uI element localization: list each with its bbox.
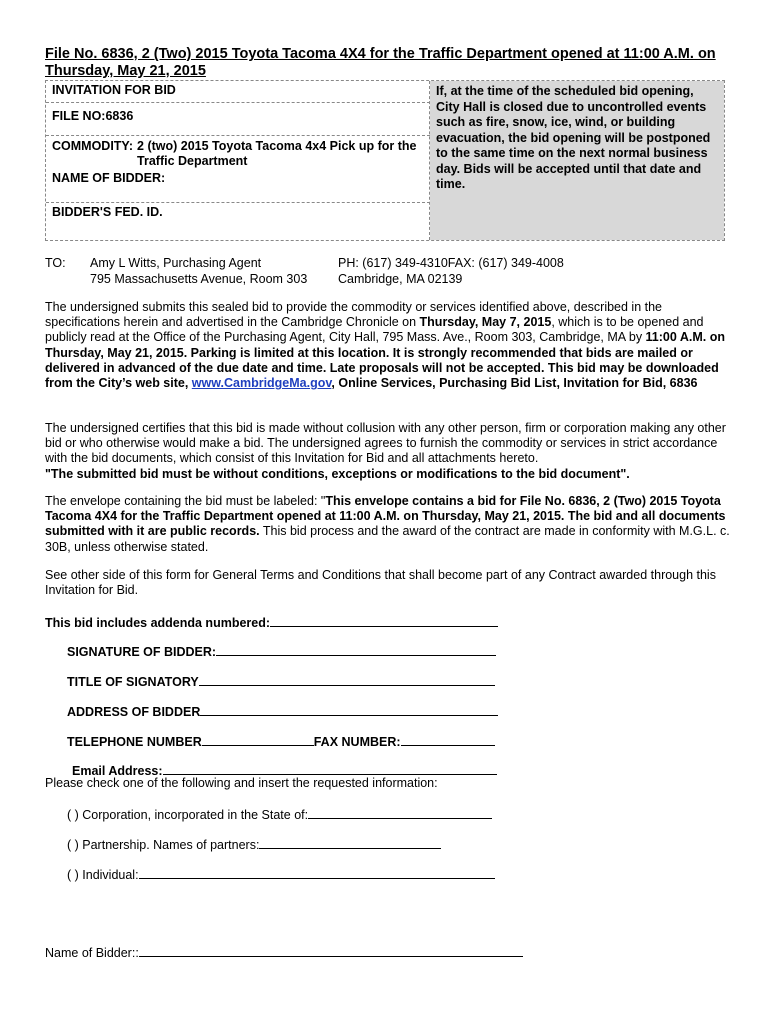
email-line[interactable]	[163, 762, 497, 775]
email-label: Email Address:	[72, 764, 163, 778]
individual-label[interactable]: ( ) Individual:	[67, 868, 139, 882]
fax-label: FAX NUMBER:	[313, 735, 401, 749]
paragraph-envelope	[45, 494, 735, 555]
partnership-field	[67, 836, 441, 853]
bidder-name-label: NAME OF BIDDER:	[46, 171, 430, 203]
addenda-line[interactable]	[270, 614, 498, 627]
corporation-label[interactable]: ( ) Corporation, incorporated in the State of:	[67, 808, 309, 822]
file-no: FILE NO:6836	[46, 105, 430, 136]
page-title: File No. 6836, 2 (Two) 2015 Toyota Tacoma 4X4 for the Traffic Department opened at 11:00 A.M. on Thursday, May 21, 2015	[45, 46, 716, 79]
p1-date: Thursday, May 7, 2015	[419, 315, 552, 330]
name-of-bidder-field	[45, 944, 523, 961]
address-field	[67, 703, 498, 720]
p1-deadline: 11:00 A.M. on Thursday, May 21, 2015. Parking is limited at this location. It is strongly recommended that bids are mailed or delivered in advanced of the due date and time. Late proposals will not be accepted. This bid may be downloaded from the City’s web site,	[45, 330, 725, 391]
closure-notice: If, at the time of the scheduled bid opening, City Hall is closed due to uncontrolled events such as fire, snow, ice, wind, or building evacuation, the bid opening will be postponed to the same time on the next normal business day. Bids will be accepted until that date and time.	[430, 81, 724, 240]
name-of-bidder-label: Name of Bidder::	[45, 946, 139, 960]
partnership-label[interactable]: ( ) Partnership. Names of partners:	[67, 838, 260, 852]
commodity-value: 2 (two) 2015 Toyota Tacoma 4x4 Pick up for the Traffic Department	[137, 139, 417, 168]
paragraph-certification	[45, 421, 735, 482]
name-of-bidder-line[interactable]	[139, 944, 523, 957]
telephone-fax-field	[67, 733, 495, 750]
city-website-link[interactable]: www.CambridgeMa.gov	[191, 376, 332, 391]
p1-text-1: The undersigned submits this sealed bid to provide the commodity or services identified above, described in the specifications herein and advertised in the Cambridge Chronicle on	[45, 300, 663, 330]
telephone-label: TELEPHONE NUMBER	[67, 735, 202, 749]
to-recipient	[90, 256, 307, 287]
paragraph-terms: See other side of this form for General Terms and Conditions that shall become part of any Contract awarded through this Invitation for Bid.	[45, 568, 716, 598]
corporation-line[interactable]	[308, 806, 492, 819]
p3-text-1: The envelope containing the bid must be labeled: "	[45, 494, 326, 508]
commodity	[46, 139, 430, 171]
to-label: TO:	[45, 256, 66, 270]
p1-text-2: , which is to be opened and publicly read at the Office of the Purchasing Agent, City Hall, 795 Mass. Ave., Room 303, Cambridge, MA by	[45, 315, 704, 345]
to-contact	[338, 256, 564, 287]
address-label: ADDRESS OF BIDDER	[67, 705, 201, 719]
city: Cambridge, MA 02139	[338, 271, 463, 286]
paragraph-submission	[45, 300, 735, 391]
phone-fax: PH: (617) 349-4310FAX: (617) 349-4008	[338, 256, 564, 270]
signature-line[interactable]	[216, 643, 496, 656]
partnership-line[interactable]	[259, 836, 441, 849]
telephone-line[interactable]	[202, 733, 314, 746]
p1-text-3: , Online Services, Purchasing Bid List, Invitation for Bid, 6836	[331, 376, 698, 391]
corporation-field	[67, 806, 492, 823]
recipient-name: Amy L Witts, Purchasing Agent	[90, 256, 262, 270]
signature-field	[67, 643, 496, 660]
individual-line[interactable]	[139, 866, 495, 879]
bid-info-left	[46, 81, 430, 240]
addenda-label: This bid includes addenda numbered:	[45, 616, 271, 630]
commodity-label: COMMODITY:	[52, 139, 134, 153]
fed-id-label: BIDDER'S FED. ID.	[52, 205, 163, 219]
p3-envelope-label: This envelope contains a bid for File No. 6836, 2 (Two) 2015 Toyota Tacoma 4X4 for the Traffic Department opened at 11:00 A.M. on Thursday, May 21, 2015. The bid and all documents submitted with it are public records.	[45, 494, 726, 539]
signature-label: SIGNATURE OF BIDDER:	[67, 645, 217, 659]
addenda-field	[45, 614, 498, 631]
address-line[interactable]	[200, 703, 498, 716]
title-line[interactable]	[199, 673, 495, 686]
p2-text: The undersigned certifies that this bid is made without collusion with any other person, firm or corporation making any other bid or who otherwise would make a bid. The undersigned agrees to furnish the commodity or services in strict accordance with the bid documents, which consist of this Invitation for Bid and all attachments hereto.	[45, 421, 726, 466]
title-label: TITLE OF SIGNATORY	[67, 675, 199, 689]
check-instruction: Please check one of the following and insert the requested information:	[45, 776, 438, 790]
bid-info-box	[45, 80, 725, 241]
p3-text-2: This bid process and the award of the contract are made in conformity with M.G.L. c. 30B, unless otherwise stated.	[45, 524, 730, 554]
recipient-address: 795 Massachusetts Avenue, Room 303	[90, 271, 308, 286]
p2-emphasis: "The submitted bid must be without conditions, exceptions or modifications to the bid document".	[45, 466, 630, 481]
invitation-label: INVITATION FOR BID	[46, 83, 430, 103]
title-field	[67, 673, 495, 690]
fax-line[interactable]	[401, 733, 495, 746]
individual-field	[67, 866, 495, 883]
